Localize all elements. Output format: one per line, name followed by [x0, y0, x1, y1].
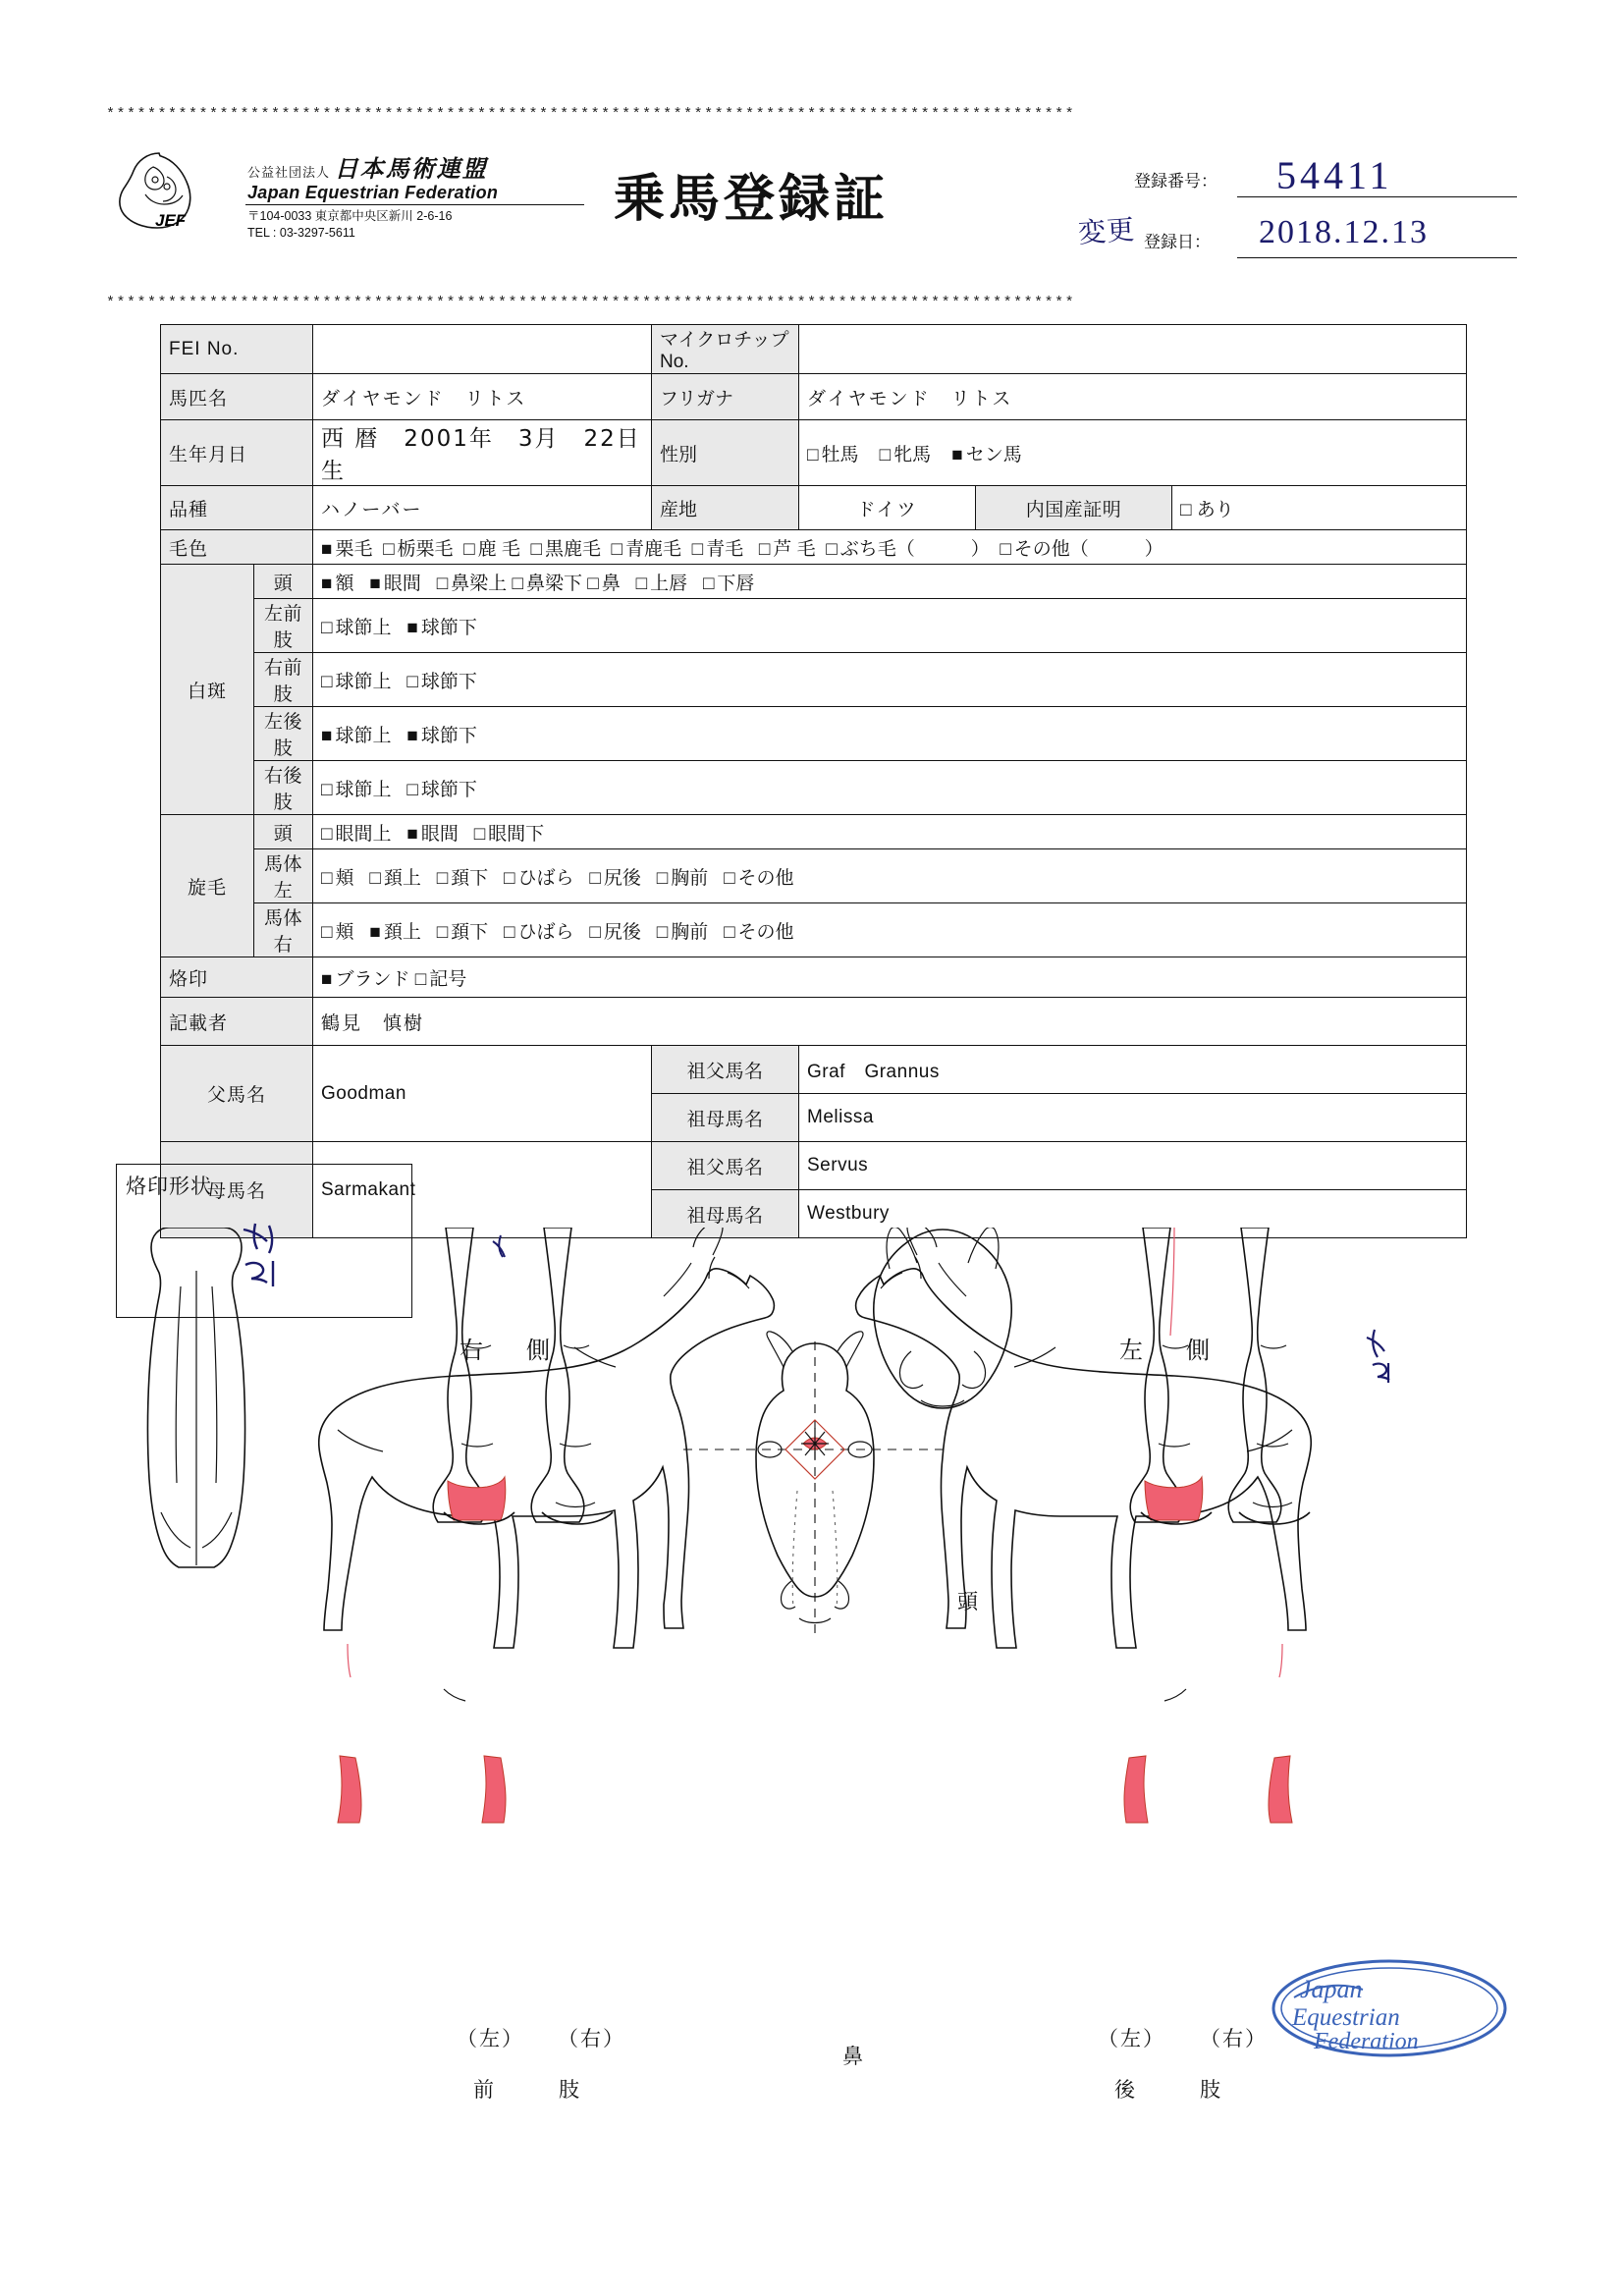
registration-number-value: 54411: [1276, 153, 1393, 197]
whorl-option[interactable]: [437, 868, 489, 889]
table-row-whorl-head: [161, 815, 1467, 849]
coat-option[interactable]: [463, 539, 520, 560]
coat-option-label: 黒鹿毛: [544, 538, 601, 560]
white-option[interactable]: [321, 726, 392, 746]
coat-option[interactable]: [1000, 539, 1163, 560]
coat-option-box: ■: [321, 538, 333, 560]
coat-option-label: 青毛: [706, 538, 744, 560]
brand-option-symbol-label: 記号: [429, 968, 467, 990]
white-option-label: 球節下: [420, 779, 477, 800]
stamp-line-3: Federation: [1314, 2029, 1419, 2054]
white-sub-left-rear: 左後肢: [254, 707, 313, 761]
registration-date-rule: [1237, 257, 1517, 258]
table-row-white-rf: [161, 653, 1467, 707]
whorl-option-box: □: [473, 823, 486, 845]
table-row-horse-name: [161, 374, 1467, 420]
white-option[interactable]: [369, 574, 421, 594]
white-lf-options: [313, 599, 1467, 653]
fei-no-label: FEI No.: [161, 325, 313, 374]
microchip-value: [799, 325, 1467, 374]
whorl-option-box: □: [589, 921, 601, 943]
star-rule-bottom: **********************************************************************************************: [106, 295, 1076, 311]
org-name-jp: [247, 149, 488, 184]
white-option[interactable]: [437, 574, 508, 594]
brand-option-brand-label: ブランド: [335, 968, 410, 990]
furigana-value: ダイヤモンド リトス: [799, 374, 1467, 420]
whorl-option-label: 胸前: [671, 867, 709, 889]
whorl-option-label: 頚下: [451, 921, 489, 943]
whorl-option-label: ひばら: [517, 921, 574, 943]
coat-option[interactable]: [321, 539, 373, 560]
whorl-option-label: 頚上: [383, 921, 421, 943]
coat-option[interactable]: [383, 539, 454, 560]
horse-right-side: [319, 1228, 775, 1823]
whorl-option-box: □: [589, 867, 601, 889]
white-option-box: ■: [321, 573, 333, 594]
white-option-box: □: [321, 617, 333, 638]
table-row-writer: [161, 998, 1467, 1046]
brand-option-symbol[interactable]: [415, 969, 467, 990]
white-option-label: 球節上: [335, 725, 392, 746]
whorl-sub-body-right: 馬体右: [254, 903, 313, 957]
white-lr-options: [313, 707, 1467, 761]
white-option[interactable]: [406, 618, 477, 638]
whorl-option-label: 尻後: [603, 867, 641, 889]
whorl-option[interactable]: [589, 922, 641, 943]
whorl-left-options: [313, 849, 1467, 903]
white-option-label: 下唇: [717, 573, 755, 594]
birth-label: 生年月日: [161, 420, 313, 486]
whorl-option-box: □: [656, 867, 669, 889]
registration-date-label: 登録日：: [1144, 233, 1211, 251]
white-option-label: 鼻梁下: [525, 573, 582, 594]
coat-option[interactable]: [612, 539, 682, 560]
whorl-option-label: ひばら: [517, 867, 574, 889]
header-divider: [245, 204, 584, 205]
white-option-label: 鼻梁上: [451, 573, 508, 594]
whorl-head-options: [313, 815, 1467, 849]
rear-limb-label: 後 肢: [1114, 2079, 1228, 2102]
org-tel-line: TEL : 03-3297-5611: [247, 225, 355, 240]
whorl-option[interactable]: [504, 922, 574, 943]
white-option-label: 球節上: [335, 671, 392, 692]
whorl-option-label: 頬: [335, 921, 354, 943]
whorl-option-box: ■: [406, 823, 418, 845]
birth-value: 西 暦 2001年 3月 22日 生: [313, 420, 652, 486]
sex-option-stallion-box: □: [807, 444, 819, 465]
whorl-option-label: 胸前: [671, 921, 709, 943]
white-option[interactable]: [321, 574, 354, 594]
whorl-option-label: 頬: [335, 867, 354, 889]
white-option-label: 鼻: [601, 573, 621, 594]
coat-option[interactable]: [826, 539, 990, 560]
brand-shape-label: 烙印形状: [126, 1175, 212, 1198]
white-option-box: □: [512, 573, 523, 594]
whorl-option-label: 眼間: [420, 823, 459, 845]
dam-grandsire-value: Servus: [799, 1142, 1467, 1190]
coat-option-box: □: [611, 538, 622, 560]
document-title: 乗馬登録証: [614, 170, 890, 229]
dam-grandsire-label: 祖父馬名: [652, 1142, 799, 1190]
horse-registration-table: [160, 324, 1467, 1238]
sire-label: 父馬名: [161, 1046, 313, 1142]
front-left-label: （左）: [457, 2028, 524, 2050]
white-option[interactable]: [636, 574, 688, 594]
registration-number-label: 登録番号：: [1134, 172, 1217, 191]
brand-option-brand[interactable]: [321, 969, 410, 990]
white-option-label: 球節上: [335, 779, 392, 800]
white-option[interactable]: [587, 574, 621, 594]
left-side-label: 左 側: [1119, 1338, 1219, 1364]
white-option-label: 額: [335, 573, 354, 594]
whorl-option[interactable]: [321, 824, 392, 845]
white-option[interactable]: [703, 574, 755, 594]
white-rf-options: [313, 653, 1467, 707]
writer-label: 記載者: [161, 998, 313, 1046]
sire-value: Goodman: [313, 1046, 652, 1142]
white-rr-options: [313, 761, 1467, 815]
coat-option-label: 栃栗毛: [397, 538, 454, 560]
white-option-label: 球節下: [420, 617, 477, 638]
jef-oval-stamp: [1267, 1954, 1512, 2062]
sire-grandsire-label: 祖父馬名: [652, 1046, 799, 1094]
whorl-option-label: 眼間上: [335, 823, 392, 845]
white-option-box: □: [406, 671, 418, 692]
table-row-brand: [161, 957, 1467, 998]
sex-option-mare[interactable]: [880, 445, 932, 465]
sire-grandsire-value: Graf Grannus: [799, 1046, 1467, 1094]
jef-logo: [116, 147, 253, 241]
whorl-option[interactable]: [437, 922, 489, 943]
coat-option-box: □: [691, 538, 704, 560]
svg-text:JEF: JEF: [155, 211, 187, 230]
whorl-option-label: 尻後: [603, 921, 641, 943]
whorl-option-box: □: [369, 867, 381, 889]
stamp-line-1: Japan: [1300, 1975, 1363, 2003]
front-limb-label: 前 肢: [473, 2079, 587, 2102]
furigana-label: フリガナ: [652, 374, 799, 420]
writer-value: 鶴見 慎樹: [313, 998, 1467, 1046]
whorl-option[interactable]: [724, 868, 794, 889]
coat-option-box: □: [826, 538, 838, 560]
coat-option[interactable]: [692, 539, 744, 560]
table-row-whorl-right: [161, 903, 1467, 957]
horse-head-front: [683, 1332, 947, 1636]
coat-options: [313, 530, 1467, 565]
whorl-option[interactable]: [504, 868, 574, 889]
star-rule-top: **********************************************************************************************: [106, 106, 1076, 123]
white-option[interactable]: [321, 672, 392, 692]
sex-option-stallion-label: 牡馬: [821, 444, 859, 465]
coat-option-label: 芦 毛: [773, 538, 816, 560]
whorl-option[interactable]: [369, 868, 421, 889]
whorl-option-box: □: [321, 823, 333, 845]
domestic-cert-value[interactable]: □ あり: [1172, 486, 1467, 530]
white-option[interactable]: [321, 780, 392, 800]
table-row-fei: [161, 325, 1467, 374]
white-option-box: ■: [369, 573, 381, 594]
horse-left-side: [856, 1228, 1312, 1823]
coat-option-box: □: [463, 538, 475, 560]
white-option-box: ■: [406, 617, 418, 638]
whorl-option-box: □: [724, 921, 735, 943]
whorl-option[interactable]: [657, 922, 709, 943]
whorl-option[interactable]: [474, 824, 545, 845]
whorl-option-label: その他: [737, 921, 794, 943]
table-row-coat: [161, 530, 1467, 565]
brand-mark-on-horse: [1367, 1330, 1389, 1383]
white-option-label: 球節上: [335, 617, 392, 638]
right-side-label: 右 側: [460, 1338, 560, 1364]
white-option-box: □: [702, 573, 715, 594]
whorl-option-box: □: [436, 867, 449, 889]
microchip-label: マイクロチップNo.: [652, 325, 799, 374]
sire-granddam-value: Melissa: [799, 1094, 1467, 1142]
white-option[interactable]: [512, 574, 582, 594]
white-option-box: □: [635, 573, 648, 594]
brand-options: [313, 957, 1467, 998]
white-option[interactable]: [321, 618, 392, 638]
dam-label: 母馬名: [161, 1142, 313, 1238]
org-name-jp-main: 日本馬術連盟: [334, 155, 488, 183]
domestic-cert-label: 内国産証明: [976, 486, 1172, 530]
sex-option-gelding-label: セン馬: [965, 444, 1022, 465]
breed-value: ハノーバー: [313, 486, 652, 530]
whorl-option[interactable]: [321, 922, 354, 943]
whorl-option[interactable]: [321, 868, 354, 889]
fei-no-value: [313, 325, 652, 374]
whorl-option-box: □: [504, 921, 515, 943]
front-right-label: （右）: [558, 2028, 625, 2050]
sex-option-stallion[interactable]: [807, 445, 859, 465]
white-sub-right-rear: 右後肢: [254, 761, 313, 815]
white-sub-left-front: 左前肢: [254, 599, 313, 653]
white-option-box: ■: [321, 725, 333, 746]
brand-label: 烙印: [161, 957, 313, 998]
head-label: 頭: [957, 1591, 980, 1613]
origin-value: ドイツ: [799, 486, 976, 530]
white-option-label: 眼間: [383, 573, 421, 594]
sire-granddam-label: 祖母馬名: [652, 1094, 799, 1142]
whorl-option-box: □: [656, 921, 669, 943]
white-option-box: □: [321, 671, 333, 692]
brand-option-brand-box: ■: [321, 968, 333, 990]
sex-option-gelding[interactable]: [951, 445, 1022, 465]
whorl-option[interactable]: [406, 824, 459, 845]
dam-granddam-value: Westbury: [799, 1190, 1467, 1238]
table-row-whorl-left: [161, 849, 1467, 903]
org-address-line: 〒104-0033 東京都中央区新川 2-6-16: [247, 209, 453, 223]
sex-option-mare-box: □: [879, 444, 892, 465]
whorl-option-box: □: [321, 867, 333, 889]
whorl-option-box: □: [436, 921, 449, 943]
whorl-option-label: 眼間下: [488, 823, 545, 845]
rear-limbs: [1130, 1228, 1310, 1524]
rear-right-label: （右）: [1200, 2028, 1268, 2050]
whorl-option[interactable]: [724, 922, 794, 943]
whorl-sub-body-left: 馬体左: [254, 849, 313, 903]
brand-option-symbol-box: □: [414, 968, 427, 990]
white-label: 白斑: [161, 565, 254, 815]
coat-option-box: □: [1000, 538, 1011, 560]
breed-label: 品種: [161, 486, 313, 530]
white-sub-head: 頭: [254, 565, 313, 599]
sex-options: [799, 420, 1467, 486]
table-row-white-lf: [161, 599, 1467, 653]
whorl-option[interactable]: [589, 868, 641, 889]
white-option-box: □: [436, 573, 449, 594]
whorl-option-label: 頚上: [383, 867, 421, 889]
stamp-line-2: Equestrian: [1292, 2004, 1400, 2031]
coat-label: 毛色: [161, 530, 313, 565]
whorl-option[interactable]: [369, 922, 421, 943]
registration-date-value: 2018.12.13: [1259, 214, 1429, 250]
white-option-label: 上唇: [650, 573, 688, 594]
horse-nose-view: [874, 1228, 1011, 1408]
coat-option-label: 青鹿毛: [625, 538, 682, 560]
coat-option-label: 栗毛: [335, 538, 373, 560]
origin-label: 産地: [652, 486, 799, 530]
coat-option-label: 鹿 毛: [477, 538, 520, 560]
sex-option-mare-label: 牝馬: [893, 444, 932, 465]
org-name-jp-small: 公益社団法人: [247, 165, 331, 180]
whorl-option[interactable]: [657, 868, 709, 889]
white-option-box: □: [587, 573, 599, 594]
table-row-white-rr: [161, 761, 1467, 815]
table-row-white-head: [161, 565, 1467, 599]
whorl-right-options: [313, 903, 1467, 957]
table-row-breed: [161, 486, 1467, 530]
org-address: [247, 208, 452, 242]
coat-option-label: ぶち毛（ ）: [839, 538, 990, 560]
white-option[interactable]: [406, 672, 477, 692]
dam-value: Sarmakant: [313, 1142, 652, 1238]
white-sub-right-front: 右前肢: [254, 653, 313, 707]
white-option-label: 球節下: [420, 671, 477, 692]
coat-option[interactable]: [530, 539, 601, 560]
coat-option-box: □: [383, 538, 395, 560]
whorl-sub-head: 頭: [254, 815, 313, 849]
sex-option-gelding-box: ■: [951, 444, 963, 465]
white-option[interactable]: [406, 780, 477, 800]
whorl-option-box: □: [321, 921, 333, 943]
table-row-birth: [161, 420, 1467, 486]
white-option-box: □: [321, 779, 333, 800]
rear-left-label: （左）: [1098, 2028, 1165, 2050]
white-option-box: □: [406, 779, 418, 800]
whorl-option-box: □: [504, 867, 515, 889]
whorl-option-label: 頚下: [451, 867, 489, 889]
coat-option-box: □: [758, 538, 771, 560]
whorl-option-box: □: [724, 867, 735, 889]
white-option-box: ■: [406, 725, 418, 746]
coat-option-label: その他（ ）: [1013, 538, 1163, 560]
coat-option-box: □: [530, 538, 542, 560]
white-option[interactable]: [406, 726, 477, 746]
whorl-label: 旋毛: [161, 815, 254, 957]
horse-rear-view: [148, 1228, 245, 1567]
table-row-sire-1: [161, 1046, 1467, 1094]
nose-label: 鼻: [842, 2046, 865, 2068]
table-row-white-lr: [161, 707, 1467, 761]
sex-label: 性別: [652, 420, 799, 486]
horse-name-value: ダイヤモンド リトス: [313, 374, 652, 420]
registration-date-change-mark: 変更: [1077, 213, 1137, 249]
horse-name-label: 馬匹名: [161, 374, 313, 420]
white-option-label: 球節下: [420, 725, 477, 746]
whorl-option-label: その他: [737, 867, 794, 889]
dam-granddam-label: 祖母馬名: [652, 1190, 799, 1238]
org-name-en: Japan Equestrian Federation: [247, 183, 499, 202]
whorl-option-box: ■: [369, 921, 381, 943]
horse-diagram: [128, 1228, 1502, 2072]
coat-option[interactable]: [759, 539, 816, 560]
white-head-options: [313, 565, 1467, 599]
